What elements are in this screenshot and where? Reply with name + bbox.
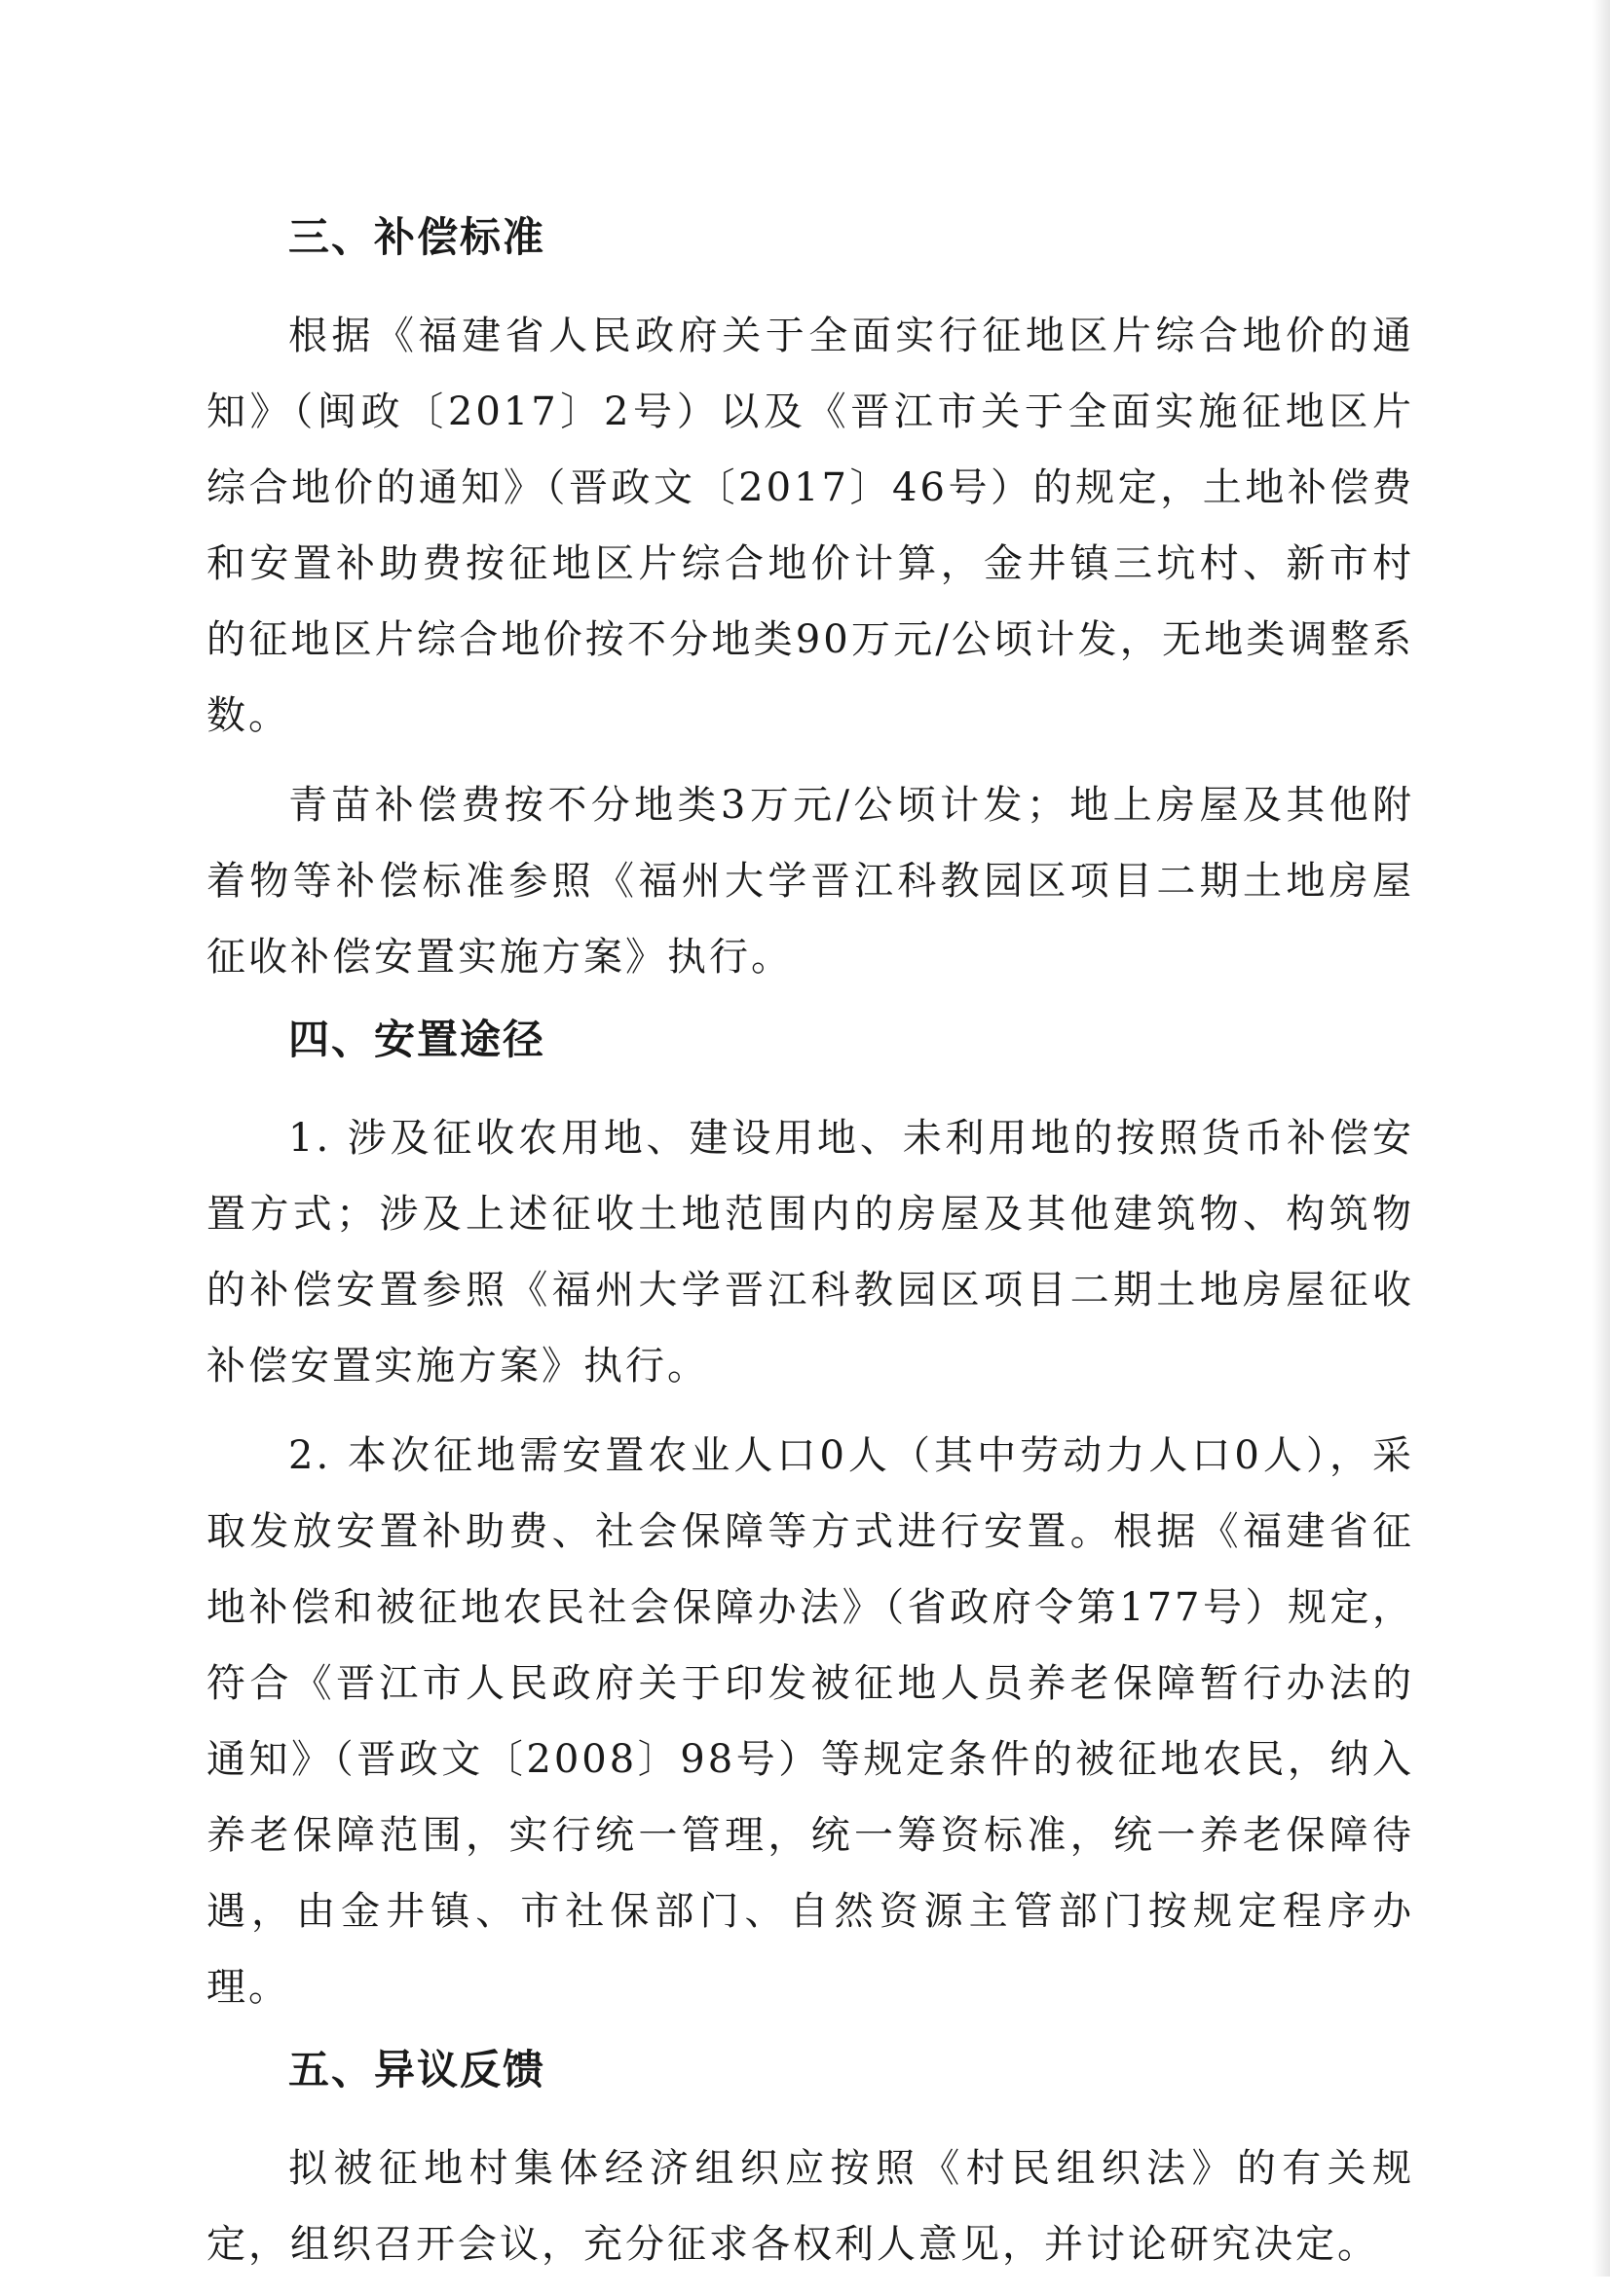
section-heading: 五、异议反馈 xyxy=(288,2046,546,2093)
paragraph: 1. 涉及征收农用地、建设用地、未利用地的按照货币补偿安置方式；涉及上述征收土地范围内的房屋及其他建筑物、构筑物的补偿安置参照《福州大学晋江科教园区项目二期土地房屋征收补偿安置实施方案》执行。 xyxy=(206,1116,1414,1389)
paragraph: 根据《福建省人民政府关于全面实行征地区片综合地价的通知》（闽政〔2017〕2号）以及《晋江市关于全面实施征地区片综合地价的通知》（晋政文〔2017〕46号）的规定，土地补偿费和安置补助费按征地区片综合地价计算，金井镇三坑村、新市村的征地区片综合地价按不分地类90万元/公顷计发，无地类调整系数。 xyxy=(206,314,1414,738)
document-body xyxy=(206,206,1414,2296)
paragraph: 拟被征地村集体经济组织应按照《村民组织法》的有关规定，组织召开会议，充分征求各权利人意见，并讨论研究决定。 xyxy=(206,2146,1414,2267)
section-heading: 四、安置途径 xyxy=(288,1016,546,1063)
scan-edge-shadow xyxy=(1592,0,1610,2277)
paragraph: 青苗补偿费按不分地类3万元/公顷计发；地上房屋及其他附着物等补偿标准参照《福州大学晋江科教园区项目二期土地房屋征收补偿安置实施方案》执行。 xyxy=(206,783,1414,980)
paragraph: 2. 本次征地需安置农业人口0人（其中劳动力人口0人），采取发放安置补助费、社会保障等方式进行安置。根据《福建省征地补偿和被征地农民社会保障办法》（省政府令第177号）规定，符合《晋江市人民政府关于印发被征地人员养老保障暂行办法的通知》（晋政文〔2008〕98号）等规定条件的被征地农民，纳入养老保障范围，实行统一管理，统一筹资标准，统一养老保障待遇，由金井镇、市社保部门、自然资源主管部门按规定程序办理。 xyxy=(206,1433,1414,2010)
section-heading: 三、补偿标准 xyxy=(288,213,546,261)
section-compensation-standard xyxy=(206,206,1414,995)
section-resettlement-approach xyxy=(206,1009,1414,2025)
section-objection-feedback xyxy=(206,2039,1414,2282)
